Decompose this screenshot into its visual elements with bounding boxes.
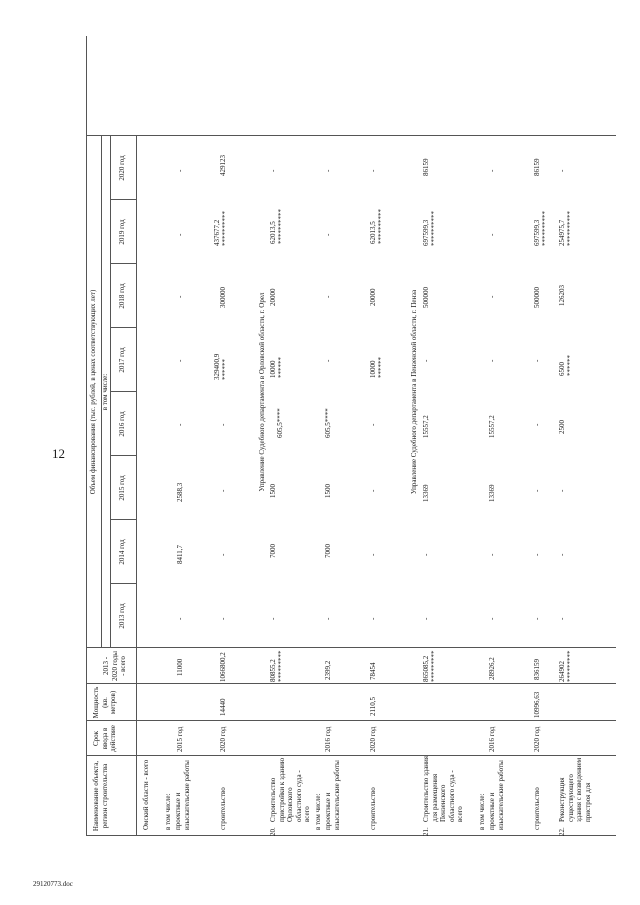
- cell: -: [488, 553, 496, 556]
- cell: -: [558, 617, 566, 620]
- cell: 62013,5: [369, 221, 377, 244]
- cell: -: [533, 553, 541, 556]
- cell: -: [176, 233, 184, 236]
- cell: -: [533, 359, 541, 362]
- cell: 10996,63: [533, 691, 541, 718]
- cell: -: [488, 359, 496, 362]
- year-2014: 2014 год: [118, 539, 126, 565]
- section-penza: Управление Судебного департамента в Пензенской области, г. Пенза: [410, 289, 418, 495]
- row-orel-construction: строительство: [369, 787, 377, 830]
- cell: -: [369, 423, 377, 426]
- cell: -: [422, 553, 430, 556]
- cell: -: [369, 489, 377, 492]
- cell: ******: [377, 357, 385, 378]
- year-2019: 2019 год: [118, 219, 126, 245]
- row-orel-design: проектные и изыскательские работы: [324, 760, 341, 830]
- row-orel-total: Строительство пристройки к зданию Орловского областного суда - всего: [269, 757, 312, 822]
- cell: 86159: [422, 158, 430, 176]
- cell: -: [176, 359, 184, 362]
- cell: -: [533, 617, 541, 620]
- row-penza-total: Строительство здания для размещения Пензенского областного суда - всего: [422, 755, 465, 822]
- cell: ******: [566, 355, 574, 376]
- cell: 329400,9: [213, 353, 221, 380]
- cell: -: [488, 295, 496, 298]
- cell: -: [369, 553, 377, 556]
- year-2013: 2013 год: [118, 603, 126, 629]
- cell: -: [558, 489, 566, 492]
- cell: -: [176, 169, 184, 172]
- cell: 1500: [324, 484, 332, 498]
- cell: *********: [277, 650, 285, 682]
- cell: 264902: [558, 661, 566, 682]
- cell: -: [324, 617, 332, 620]
- cell: 11000: [176, 658, 184, 676]
- row-penza-construction: строительство: [533, 787, 541, 830]
- cell: 865085,2: [422, 655, 430, 682]
- cell: 2016 год: [324, 726, 332, 752]
- cell: 80855,2: [269, 659, 277, 682]
- footer-filename: 29120773.doc: [33, 880, 73, 888]
- cell: **********: [430, 211, 438, 246]
- header-funding: Объем финансирования (тыс. рублей, в ценах соответствующих лет): [89, 289, 97, 495]
- financing-table: [86, 36, 616, 836]
- cell: 28926,2: [488, 657, 496, 680]
- cell: 62013,5: [269, 221, 277, 244]
- year-2017: 2017 год: [118, 347, 126, 373]
- cell: 2588,3: [176, 482, 184, 502]
- cell: 697599,3: [533, 219, 541, 246]
- row-reconstruction: Реконструкция существующего здания с возведением пристроя для: [558, 757, 592, 822]
- year-2015: 2015 год: [118, 475, 126, 501]
- cell: -: [369, 169, 377, 172]
- row-number: 20.: [269, 827, 277, 836]
- cell: -: [324, 169, 332, 172]
- cell: -: [533, 423, 541, 426]
- cell: 429123: [219, 155, 227, 176]
- row-number: 22.: [558, 827, 566, 836]
- cell: *********: [430, 650, 438, 682]
- year-2020: 2020 год: [118, 155, 126, 181]
- cell: 10000: [369, 360, 377, 378]
- cell: 2500: [558, 420, 566, 434]
- section-orel: Управление Судебного департамента в Орловской области, г. Орел: [258, 292, 266, 492]
- cell: -: [219, 617, 227, 620]
- cell: -: [176, 295, 184, 298]
- row-penza-incl: в том числе:: [478, 793, 486, 830]
- cell: -: [324, 233, 332, 236]
- cell: -: [269, 169, 277, 172]
- cell: 78454: [369, 662, 377, 680]
- cell: -: [488, 169, 496, 172]
- cell: 300000: [219, 287, 227, 308]
- cell: 2015 год: [176, 726, 184, 752]
- cell: 2399,2: [324, 660, 332, 680]
- header-name: Наименование объекта, регион строительства: [92, 760, 109, 832]
- cell: 20000: [269, 288, 277, 306]
- cell: ******: [277, 357, 285, 378]
- cell: 500000: [422, 287, 430, 308]
- cell: -: [369, 617, 377, 620]
- row-omsk-construction: строительство: [219, 787, 227, 830]
- cell: 500000: [533, 287, 541, 308]
- cell: 605,5****: [276, 408, 284, 438]
- header-capacity: Мощность (кв. метров): [92, 686, 118, 719]
- cell: -: [269, 617, 277, 620]
- row-orel-incl: в том числе:: [314, 793, 322, 830]
- cell: 2020 год: [369, 726, 377, 752]
- cell: -: [558, 169, 566, 172]
- cell: 13369: [422, 484, 430, 502]
- cell: **********: [566, 211, 574, 246]
- row-omsk-design: проектные и изыскательские работы: [174, 760, 191, 830]
- cell: 13369: [488, 484, 496, 502]
- row-omsk-incl: в том числе:: [164, 793, 172, 830]
- cell: **********: [377, 209, 385, 244]
- cell: 437677,2: [213, 219, 221, 246]
- header-total: 2013 - 2020 годы - всего: [102, 651, 128, 682]
- cell: -: [488, 233, 496, 236]
- header-term: Срок ввода в действие: [92, 725, 118, 752]
- header-including: в том числе:: [101, 373, 109, 411]
- cell: **********: [541, 211, 549, 246]
- cell: 20000: [369, 288, 377, 306]
- cell: 8411,7: [176, 545, 184, 564]
- cell: 1500: [269, 484, 277, 498]
- cell: 14440: [219, 698, 227, 716]
- cell: -: [176, 423, 184, 426]
- cell: -: [219, 553, 227, 556]
- cell: 15557,2: [422, 415, 430, 438]
- cell: **********: [221, 211, 229, 246]
- cell: 15557,2: [488, 415, 496, 438]
- cell: -: [422, 617, 430, 620]
- cell: -: [488, 617, 496, 620]
- row-omsk-total: Омский области - всего: [142, 759, 150, 830]
- cell: 605,5****: [324, 408, 332, 438]
- cell: 2016 год: [488, 726, 496, 752]
- cell: 6500: [558, 362, 566, 376]
- cell: ******: [221, 359, 229, 380]
- cell: 86159: [533, 158, 541, 176]
- cell: 254975,7: [558, 219, 566, 246]
- cell: 836159: [533, 659, 541, 680]
- year-2018: 2018 год: [118, 283, 126, 309]
- cell: -: [176, 617, 184, 620]
- cell: *********: [566, 650, 574, 682]
- cell: -: [219, 423, 227, 426]
- page-number: 12: [52, 446, 65, 461]
- cell: 10000: [269, 360, 277, 378]
- row-penza-design: проектные и изыскательские работы: [488, 760, 505, 830]
- cell: 7000: [269, 544, 277, 558]
- cell: **********: [277, 209, 285, 244]
- cell: 1066800,2: [219, 652, 227, 682]
- cell: 697599,3: [422, 219, 430, 246]
- row-number: 21.: [422, 827, 430, 836]
- cell: 2020 год: [219, 726, 227, 752]
- cell: 2110,5: [369, 697, 377, 716]
- cell: -: [219, 489, 227, 492]
- cell: -: [324, 295, 332, 298]
- cell: 126203: [558, 285, 566, 306]
- cell: -: [324, 359, 332, 362]
- cell: -: [422, 359, 430, 362]
- cell: 2020 год: [533, 726, 541, 752]
- year-2016: 2016 год: [118, 411, 126, 437]
- cell: 7000: [324, 544, 332, 558]
- cell: -: [558, 553, 566, 556]
- cell: -: [533, 489, 541, 492]
